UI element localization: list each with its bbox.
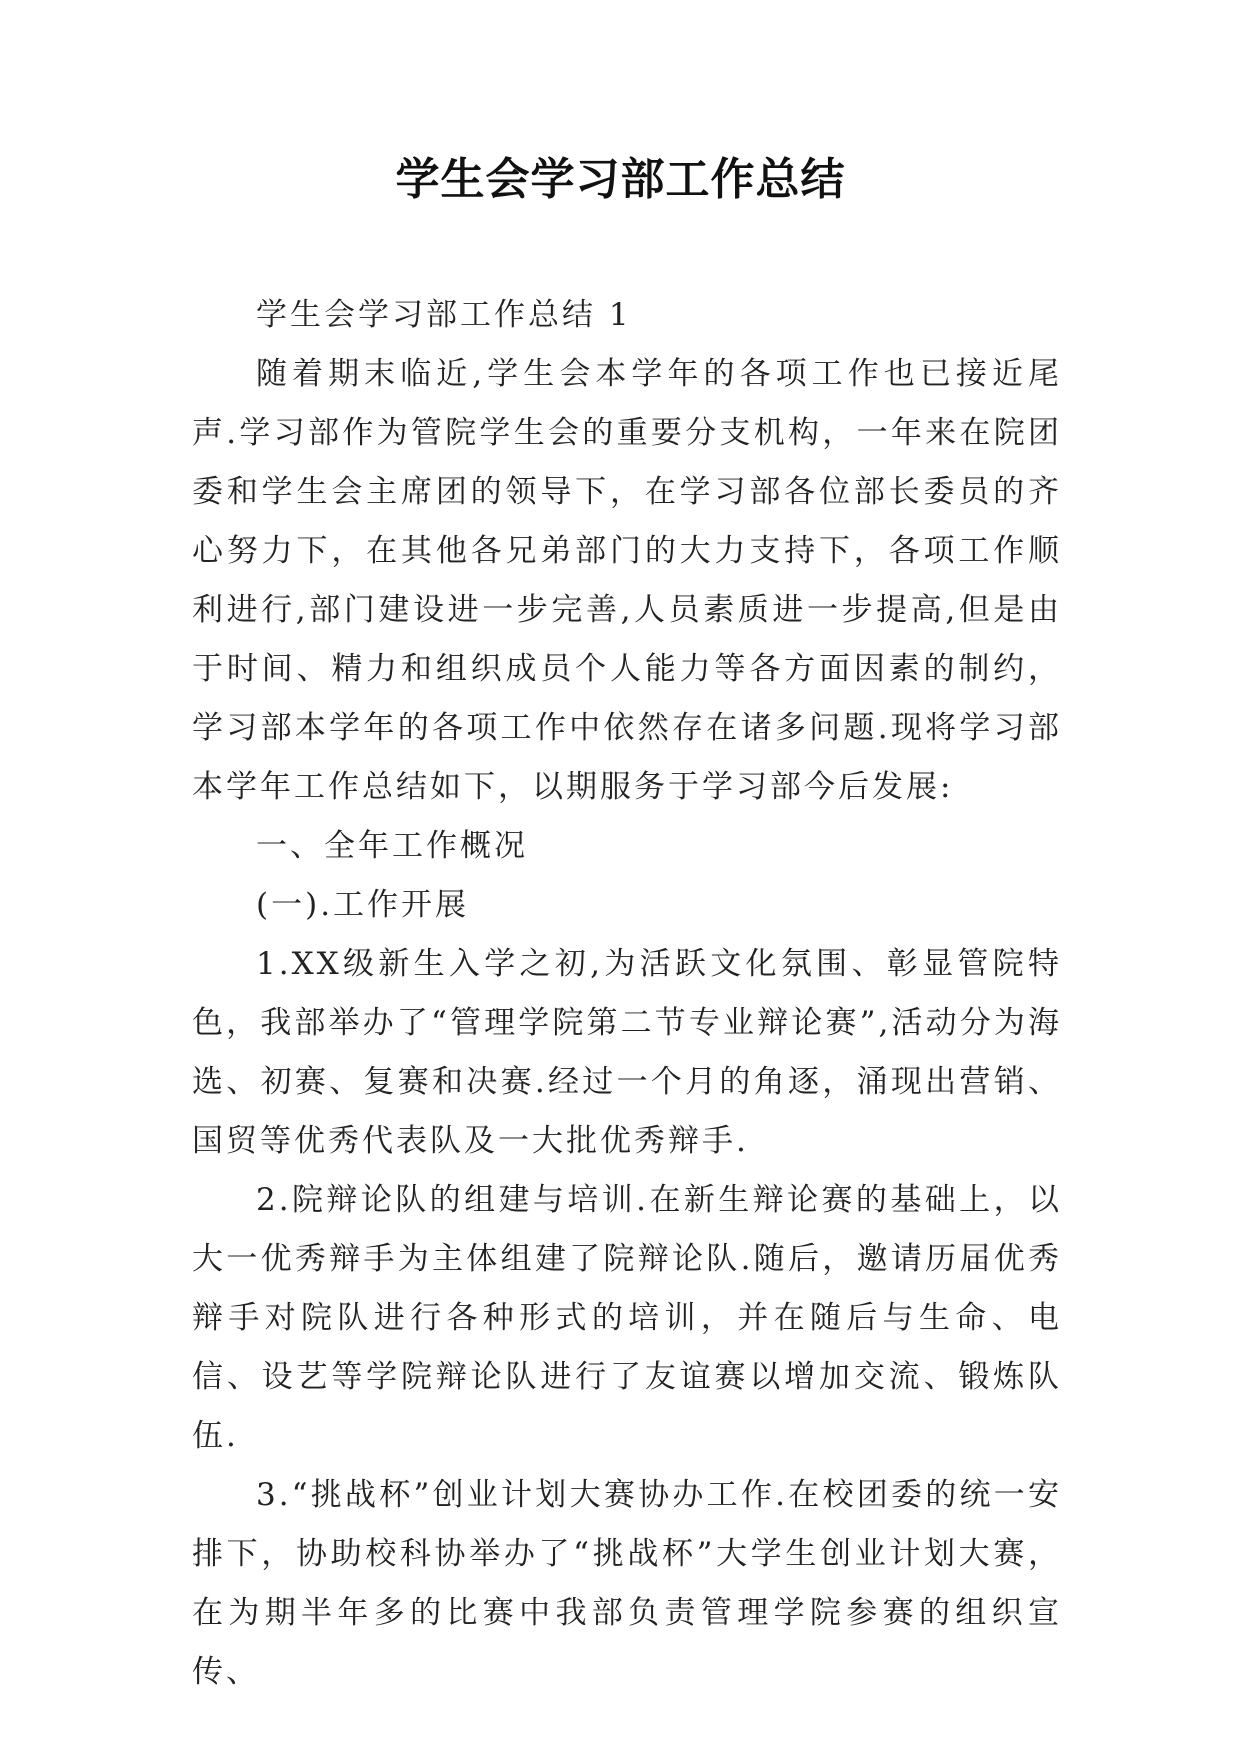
body-paragraph: 一、全年工作概况 — [256, 828, 528, 864]
body-paragraph: 3.“挑战杯”创业计划大赛协办工作.在校团委的统一安排下，协助校科协举办了“挑战杯”大学生创业计划大赛，在为期半年多的比赛中我部负责管理学院参赛的组织宣传、 — [192, 1477, 1062, 1690]
section-heading: 学生会学习部工作总结 1 — [256, 297, 632, 333]
body-paragraph: 2.院辩论队的组建与培训.在新生辩论赛的基础上，以大一优秀辩手为主体组建了院辩论队.随后，邀请历届优秀辩手对院队进行各种形式的培训，并在随后与生命、电信、设艺等学院辩论队进行了友谊赛以增加交流、锻炼队伍. — [192, 1182, 1062, 1454]
document-title: 学生会学习部工作总结 — [395, 154, 846, 205]
body-paragraph: (一).工作开展 — [256, 887, 470, 923]
document-body — [192, 286, 1062, 1702]
body-paragraph: 随着期末临近,学生会本学年的各项工作也已接近尾声.学习部作为管院学生会的重要分支机构，一年来在院团委和学生会主席团的领导下，在学习部各位部长委员的齐心努力下，在其他各兄弟部门的大力支持下，各项工作顺利进行,部门建设进一步完善,人员素质进一步提高,但是由于时间、精力和组织成员个人能力等各方面因素的制约，学习部本学年的各项工作中依然存在诸多问题.现将学习部本学年工作总结如下，以期服务于学习部今后发展: — [192, 356, 1062, 805]
body-paragraph: 1.XX级新生入学之初,为活跃文化氛围、彰显管院特色，我部举办了“管理学院第二节专业辩论赛”,活动分为海选、初赛、复赛和决赛.经过一个月的角逐，涌现出营销、国贸等优秀代表队及一大批优秀辩手. — [192, 946, 1062, 1159]
